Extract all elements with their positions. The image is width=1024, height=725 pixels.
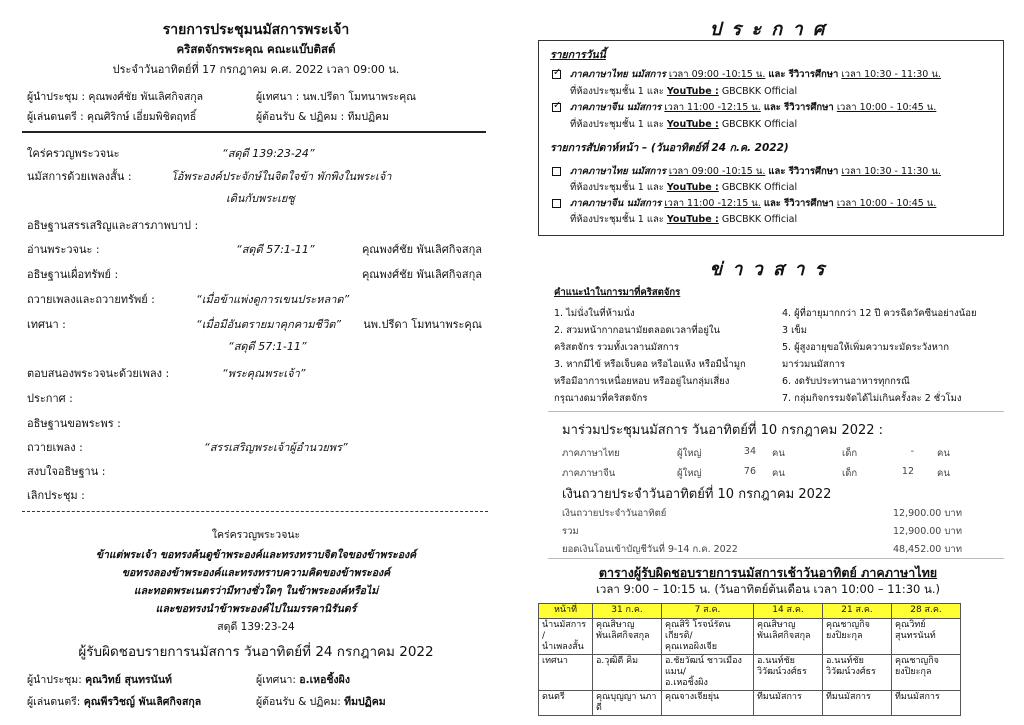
- order-label: ใคร่ครวญพระวจนะ: [27, 147, 120, 160]
- verse-heading: ใคร่ครวญพระวจนะ: [211, 529, 301, 541]
- divider: [22, 131, 486, 133]
- order-label: ถวายเพลงและถวายทรัพย์ :: [27, 293, 155, 306]
- verse-line: ขอทรงลองข้าพระองค์และทรงทราบความคิดของข้าพระองค์: [121, 567, 391, 579]
- order-value: โอ้พระองค์ประจักษ์ในจิตใจข้า พักพิงในพระเจ้า: [171, 170, 392, 183]
- order-label: นมัสการด้วยเพลงสั้น :: [27, 170, 132, 183]
- advice-item: 1. ไม่นั่งในที่ห้ามนั่ง: [554, 308, 635, 319]
- table-cell: อ.นนท์ชัย วิวัฒน์วงศ์ธร: [754, 655, 823, 691]
- table-cell: คุณบุญญา นภาดี: [593, 691, 662, 716]
- table-header-row: [539, 604, 961, 619]
- news-title: ข่ า ว ส า ร: [709, 259, 827, 280]
- service-item: ภาคภาษาไทย นมัสการ เวลา 09:00 -10:15 น. และ รีวิวารศึกษา เวลา 10:30 - 11:30 น.: [570, 69, 941, 80]
- table-cell: อ.วุฒิดี คิม: [593, 655, 662, 691]
- schedule-time: เวลา 9:00 – 10:15 น. (วันอาทิตย์ต้นเดือน เวลา 10:00 – 11:30 น.): [595, 582, 941, 596]
- table-cell: คุณจางเจียยุ่น: [662, 691, 754, 716]
- order-person: คุณพงศ์ชัย พันเลิศกิจสกุล: [361, 268, 482, 281]
- checkbox-checked-icon: [552, 103, 561, 112]
- order-value: “สดุดี 57:1-11”: [236, 243, 315, 256]
- advice-item: 3 เข็ม: [782, 325, 808, 336]
- next-musician: ผู้เล่นดนตรี: คุณพีรวิชญ์ พันเลิศกิจสกุล: [27, 696, 202, 708]
- table-header: 14 ส.ค.: [754, 604, 823, 619]
- table-header: 21 ส.ค.: [823, 604, 892, 619]
- service-location: ที่ห้องประชุมชั้น 1 และ YouTube : GBCBKK Official: [570, 86, 798, 97]
- verse-line: ข้าแต่พระเจ้า ขอทรงค้นดูข้าพระองค์และทรงทราบจิตใจของข้าพระองค์: [95, 549, 417, 561]
- table-header: 31 ก.ค.: [593, 604, 662, 619]
- service-date: ประจำวันอาทิตย์ที่ 17 กรกฎาคม ค.ศ. 2022 เวลา 09:00 น.: [112, 63, 400, 76]
- order-label: อ่านพระวจนะ :: [27, 243, 100, 256]
- next-leader: ผู้นำประชุม: คุณวิทย์ สุนทรนันท์: [27, 674, 172, 686]
- order-value: “สรรเสริญพระเจ้าผู้อำนวยพร”: [204, 441, 348, 454]
- table-cell: คุณวิทย์ สุนทรนันท์: [892, 619, 961, 655]
- next-week-heading: ผู้รับผิดชอบรายการนมัสการ วันอาทิตย์ที่ 24 กรกฎาคม 2022: [78, 644, 434, 660]
- table-cell: คุณสิษาญ พันเลิศกิจสกุล: [593, 619, 662, 655]
- verse-line: และทอดพระเนตรว่ามีทางชั่วใดๆ ในข้าพระองค์หรือไม่: [133, 585, 379, 597]
- service-item: ภาคภาษาจีน นมัสการ เวลา 11:00 -12:15 น. และ รีวิวารศึกษา เวลา 10:00 - 10:45 น.: [570, 102, 937, 113]
- order-label: สงบใจอธิษฐาน :: [27, 465, 106, 478]
- service-location: ที่ห้องประชุมชั้น 1 และ YouTube : GBCBKK Official: [570, 119, 798, 130]
- order-label: เลิกประชุม :: [27, 489, 85, 502]
- order-value: “เมื่อมีอันตรายมาคุกคามชีวิต”: [196, 318, 342, 331]
- service-title: รายการประชุมนมัสการพระเจ้า: [162, 22, 350, 38]
- divider: [548, 558, 1004, 559]
- advice-item: 2. สวมหน้ากากอนามัยตลอดเวลาที่อยู่ใน: [554, 325, 721, 336]
- advice-item: 4. ผู้ที่อายุมากกว่า 12 ปี ควรฉีดวัคซีนอย่างน้อย: [782, 308, 977, 319]
- order-label: ถวายเพลง :: [27, 441, 83, 454]
- order-value: “สดุดี 57:1-11”: [228, 340, 307, 353]
- table-cell: อ.นนท์ชัย วิวัฒน์วงศ์ธร: [823, 655, 892, 691]
- table-cell: นำนมัสการ / นำเพลงสั้น: [539, 619, 593, 655]
- offering-heading: เงินถวายประจำวันอาทิตย์ที่ 10 กรกฎาคม 2022: [562, 487, 832, 502]
- checkbox-checked-icon: [552, 70, 561, 79]
- table-header: 28 ส.ค.: [892, 604, 961, 619]
- order-value: “สดุดี 139:23-24”: [222, 147, 315, 160]
- order-value: “พระคุณพระเจ้า”: [222, 367, 306, 380]
- table-row: [539, 655, 961, 691]
- advice-item: มาร่วมนมัสการ: [782, 359, 846, 370]
- table-cell: ดนตรี: [539, 691, 593, 716]
- verse-reference: สดุดี 139:23-24: [217, 621, 295, 633]
- table-row: [539, 619, 961, 655]
- dashed-divider: [22, 511, 488, 512]
- advice-item: กรุณางดมาที่คริสตจักร: [554, 393, 648, 404]
- today-label: รายการวันนี้: [550, 49, 606, 61]
- checkbox-empty-icon: [552, 199, 561, 208]
- order-label: ประกาศ :: [27, 392, 73, 405]
- table-cell: ทีมนมัสการ: [754, 691, 823, 716]
- order-person: นพ.ปรีดา โมทนาพระคุณ: [363, 318, 482, 331]
- order-value: เดินกับพระเยซู: [226, 192, 295, 205]
- advice-item: 6. งดรับประทานอาหารทุกกรณี: [782, 376, 910, 387]
- table-cell: คุณสิริ โรจน์รัตนเกียรติ/ คุณเหอผิงเจีย: [662, 619, 754, 655]
- service-location: ที่ห้องประชุมชั้น 1 และ YouTube : GBCBKK Official: [570, 182, 798, 193]
- advice-item: 5. ผู้สูงอายุขอให้เพิ่มความระมัดระวังหาก: [782, 342, 950, 353]
- service-item: ภาคภาษาจีน นมัสการ เวลา 11:00 -12:15 น. และ รีวิวารศึกษา เวลา 10:00 - 10:45 น.: [570, 198, 937, 209]
- advice-heading: คำแนะนำในการมาที่คริสตจักร: [554, 287, 681, 298]
- attendance-heading: มาร่วมประชุมนมัสการ วันอาทิตย์ที่ 10 กรกฎาคม 2022 :: [562, 423, 884, 438]
- table-cell: คุณชาญกิจ ยงปิยะกุล: [823, 619, 892, 655]
- preacher: ผู้เทศนา : นพ.ปรีดา โมทนาพระคุณ: [256, 91, 416, 103]
- next-week-label: รายการสัปดาห์หน้า – (วันอาทิตย์ที่ 24 ก.ค. 2022): [550, 142, 789, 154]
- table-header: 7 ส.ค.: [662, 604, 754, 619]
- schedule-table: [538, 603, 961, 716]
- advice-item: คริสตจักร รวมทั้งเวลานมัสการ: [554, 342, 679, 353]
- advice-item: 3. หากมีไข้ หรือเจ็บคอ หรือไอแห้ง หรือมีน้ำมูก: [554, 359, 746, 370]
- table-cell: ทีมนมัสการ: [892, 691, 961, 716]
- table-cell: อ.ชัยวัฒน์ ชาวเมืองแมน/ อ.เหอชิ้งผิง: [662, 655, 754, 691]
- table-cell: คุณชาญกิจ ยงปิยะกุล: [892, 655, 961, 691]
- verse-line: และขอทรงนำข้าพระองค์ไปในมรรคานิรันดร์: [155, 603, 357, 615]
- table-row: [539, 691, 961, 716]
- divider: [548, 411, 1004, 412]
- order-label: เทศนา :: [27, 318, 66, 331]
- leader: ผู้นำประชุม : คุณพงศ์ชัย พันเลิศกิจสกุล: [27, 91, 204, 103]
- advice-item: หรือมีอาการเหนื่อยหอบ หรืออยู่ในกลุ่มเสี่ยง: [554, 376, 730, 387]
- service-location: ที่ห้องประชุมชั้น 1 และ YouTube : GBCBKK Official: [570, 214, 798, 225]
- announcements-page: ป ร ะ ก า ศ รายการวันนี้ ✓ ภาคภาษาไทย นมัสการ เวลา 09:00 -10:15 น. และ รีวิวารศึกษา เวลา 10:30 - 11:30 น. ที่ห้องประชุมชั้น 1 และ YouTube : GBCBKK Official ✓ ภาคภาษาจีน นมัสการ เวลา 11:00 -12:15 น. และ รีวิวารศึกษา เวลา 10:00 - 10:45 น. ที่ห้องประชุมชั้น 1 และ YouTube : GBCBKK Official รายการสัปดาห์หน้า – (วันอาทิตย์ที่ 24 ก.ค. 2022) ภาคภาษาไทย นมัสการ เวลา 09:00 -10:15 น. และ รีวิวารศึกษา เวลา 10:30 - 11:30 น. ที่ห้องประชุมชั้น 1 และ YouTube : GBCBKK Official ภาคภาษาจีน นมัสการ เวลา 11:00 -12:15 น. และ รีวิวารศึกษา เวลา 10:00 - 10:45 น. ที่ห้องประชุมชั้น 1 และ YouTube : GBCBKK Official ข่ า ว ส า ร คำแนะนำในการมาที่คริสตจักร 1. ไม่นั่งในที่ห้ามนั่ง 2. สวมหน้ากากอนามัยตลอดเวลาที่อยู่ใน คริสตจักร รวมทั้งเวลานมัสการ 3. หากมีไข้ หรือเจ็บคอ หรือไอแห้ง หรือมีน้ำมูก หรือมีอาการเหนื่อยหอบ หรืออยู่ในกลุ่มเสี่ยง กรุณางดมาที่คริสตจักร 4. ผู้ที่อายุมากกว่า 12 ปี ควรฉีดวัคซีนอย่างน้อย 3 เข็ม 5. ผู้สูงอายุขอให้เพิ่มความระมัดระวังหาก มาร่วมนมัสการ 6. งดรับประทานอาหารทุกกรณี 7. กลุ่มกิจกรรมจัดได้ไม่เกินครั้งละ 2 ชั่วโมง มาร่วมประชุมนมัสการ วันอาทิตย์ที่ 10 กรกฎาคม 2022 : ภาคภาษาไทย ผู้ใหญ่ 34 คน เด็ก - คน ภาคภาษาจีน ผู้ใหญ่ 76 คน เด็ก 12 คน เงินถวายประจำวันอาทิตย์ที่ 10 กรกฎาคม 2022 เงินถวายประจำวันอาทิตย์ 12,900.00 บาท รวม 12,900.00 บาท ยอดเงินโอนเข้าบัญชีวันที่ 9-14 ก.ค. 2022 48,452.00 บาท ตารางผู้รับผิดชอบรายการนมัสการเช้าวันอาทิตย์ ภาคภาษาไทย เวลา 9:00 – 10:15 น. (วันอาทิตย์ต้นเดือน เวลา 10:00 – 11:30 น.) หน้าที่ 31 ก.ค. 7 ส.ค. 14 ส.ค. 21 ส.ค. 28 ส.ค. นำนมัสการ / นำเพลงสั้น คุณสิษาญ พันเลิศกิจสกุล คุณสิริ โรจน์รัตนเกียรติ/ คุณเหอผิงเจีย คุณสิษาญ พันเลิศกิจสกุล คุณชาญกิจ ยงปิยะกุล คุณวิทย์ สุนทรนันท์ เทศนา อ.วุฒิดี คิม อ.ชัยวัฒน์ ชาวเมืองแมน/ อ.เหอชิ้งผิง อ.นนท์ชัย วิวัฒน์วงศ์ธร อ.นนท์ชัย วิวัฒน์วงศ์ธร คุณชาญกิจ ยงปิยะกุล ดนตรี คุณบุญญา นภาดี คุณจางเจียยุ่น ทีมนมัสการ ทีมนมัสการ ทีมนมัสการ: [512, 0, 1024, 725]
- service-item: ภาคภาษาไทย นมัสการ เวลา 09:00 -10:15 น. และ รีวิวารศึกษา เวลา 10:30 - 11:30 น.: [570, 166, 941, 177]
- next-usher: ผู้ต้อนรับ & ปฏิคม: ทีมปฏิคม: [256, 696, 386, 708]
- table-cell: เทศนา: [539, 655, 593, 691]
- order-label: อธิษฐานเผื่อทรัพย์ :: [27, 268, 119, 281]
- usher: ผู้ต้อนรับ & ปฏิคม : ทีมปฏิคม: [256, 111, 389, 123]
- table-header: หน้าที่: [539, 604, 593, 619]
- order-label: อธิษฐานขอพระพร :: [27, 417, 121, 430]
- next-preacher: ผู้เทศนา: อ.เหอชิ้งผิง: [256, 674, 350, 686]
- order-value: “เมื่อข้าแพ่งดูการเขนประหลาด”: [196, 293, 350, 306]
- order-label: ตอบสนองพระวจนะด้วยเพลง :: [27, 367, 170, 380]
- table-cell: คุณสิษาญ พันเลิศกิจสกุล: [754, 619, 823, 655]
- church-name: คริสตจักรพระคุณ คณะแบ๊บติสต์: [176, 42, 336, 56]
- advice-item: 7. กลุ่มกิจกรรมจัดได้ไม่เกินครั้งละ 2 ชั่วโมง: [782, 393, 962, 404]
- table-cell: ทีมนมัสการ: [823, 691, 892, 716]
- schedule-title: ตารางผู้รับผิดชอบรายการนมัสการเช้าวันอาทิตย์ ภาคภาษาไทย: [598, 565, 938, 580]
- musician: ผู้เล่นดนตรี : คุณศิริกษ์ เอี่ยมพิชิตฤทธิ์: [27, 111, 197, 123]
- order-label: อธิษฐานสรรเสริญและสารภาพบาป :: [27, 219, 199, 232]
- order-person: คุณพงศ์ชัย พันเลิศกิจสกุล: [361, 243, 482, 256]
- checkbox-empty-icon: [552, 167, 561, 176]
- announcements-title: ป ร ะ ก า ศ: [709, 19, 827, 40]
